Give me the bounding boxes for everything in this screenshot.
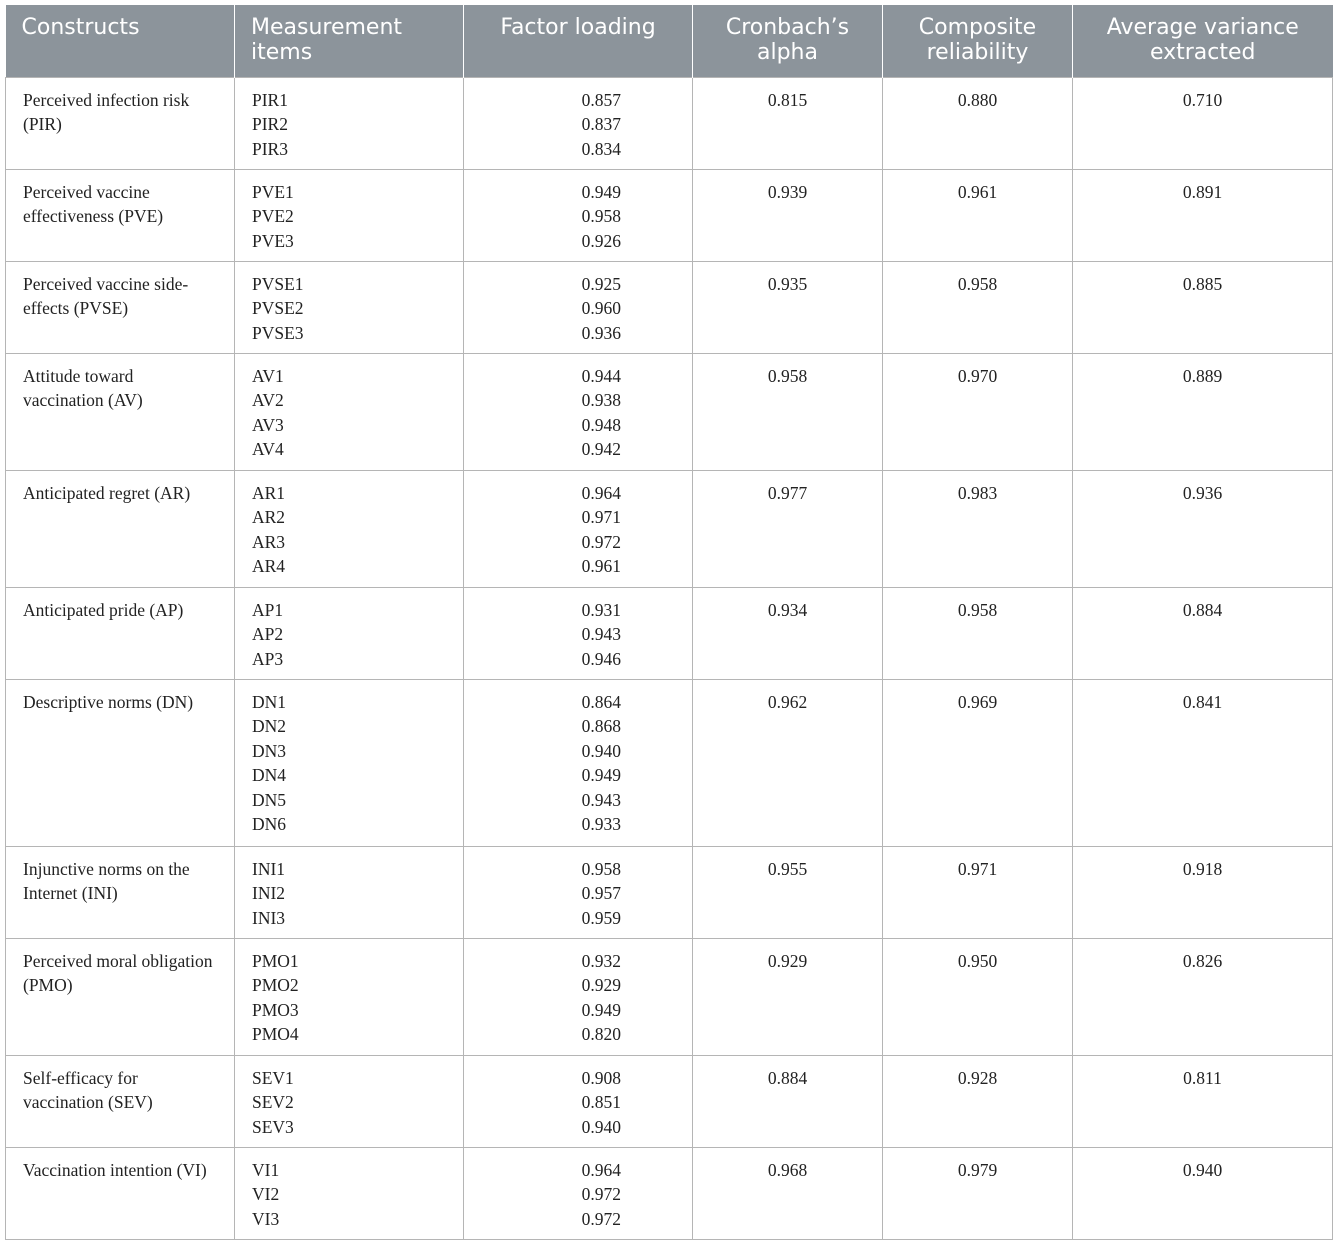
cronbachs-alpha-cell: 0.934 [693,587,883,679]
measurement-item: PVSE2 [252,298,304,318]
composite-reliability-cell: 0.880 [883,77,1073,169]
header-composite-reliability: Composite reliability [883,5,1073,77]
composite-reliability-cell: 0.969 [883,679,1073,846]
table-row [6,587,1333,679]
cronbachs-alpha-cell: 0.968 [693,1147,883,1239]
factor-loading-value: 0.971 [581,507,621,527]
cronbachs-alpha-cell: 0.884 [693,1055,883,1147]
ave-cell: 0.811 [1073,1055,1333,1147]
ave-cell: 0.841 [1073,679,1333,846]
measurement-item: PMO2 [252,975,299,995]
measurement-item: SEV3 [252,1116,294,1137]
measurement-items-cell [235,470,464,587]
factor-loading-list [571,598,621,672]
factor-loading-list [571,1158,621,1232]
factor-loading-value: 0.868 [581,716,621,736]
table-row [6,169,1333,261]
factor-loading-value: 0.943 [581,789,621,810]
composite-reliability-cell: 0.950 [883,938,1073,1055]
factor-loading-value: 0.949 [581,181,621,202]
factor-loading-cell [464,587,693,679]
ave-cell: 0.940 [1073,1147,1333,1239]
measurement-items-cell [235,846,464,938]
factor-loading-list [571,690,621,837]
ave-cell: 0.889 [1073,353,1333,470]
measurement-item: SEV1 [252,1067,294,1088]
measurement-items-cell [235,77,464,169]
measurement-items-cell [235,1147,464,1239]
measurement-item: DN3 [252,740,287,761]
ave-cell: 0.885 [1073,261,1333,353]
construct-cell: Perceived infection risk (PIR) [6,77,235,169]
header-factor-loading: Factor loading [464,5,693,77]
factor-loading-value: 0.908 [581,1067,621,1088]
ave-cell: 0.710 [1073,77,1333,169]
table-body [6,77,1333,1239]
header-average-variance-extracted: Average variance extracted [1073,5,1333,77]
factor-loading-value: 0.972 [581,1184,621,1204]
measurement-items-cell [235,1055,464,1147]
measurement-item: PIR3 [252,138,288,159]
factor-loading-value: 0.925 [581,273,621,294]
measurement-item: VI3 [252,1208,280,1229]
header-measurement-items: Measurement items [235,5,464,77]
factor-loading-cell [464,1055,693,1147]
ave-cell: 0.918 [1073,846,1333,938]
measurement-item: PVSE1 [252,273,304,294]
header-cronbachs-alpha: Cronbach’s alpha [693,5,883,77]
measurement-item: DN4 [252,765,287,785]
measurement-items-cell [235,169,464,261]
factor-loading-value: 0.964 [581,482,621,503]
measurement-item: PVE3 [252,230,294,251]
measurement-item: PMO3 [252,999,299,1020]
measurement-items-cell [235,938,464,1055]
factor-loading-list [571,481,621,579]
factor-loading-value: 0.959 [581,907,621,928]
measurement-item: VI1 [252,1159,280,1180]
factor-loading-value: 0.972 [581,1208,621,1229]
factor-loading-value: 0.946 [581,648,621,669]
header-row [6,5,1333,77]
measurement-item: SEV2 [252,1092,294,1112]
factor-loading-value: 0.940 [581,740,621,761]
factor-loading-value: 0.820 [581,1024,621,1044]
factor-loading-value: 0.960 [581,298,621,318]
factor-loading-value: 0.932 [581,950,621,971]
measurement-item: AP1 [252,599,284,620]
factor-loading-value: 0.926 [581,230,621,251]
cronbachs-alpha-cell: 0.939 [693,169,883,261]
factor-loading-value: 0.864 [581,691,621,712]
reliability-table [5,5,1333,1240]
cronbachs-alpha-cell: 0.977 [693,470,883,587]
cronbachs-alpha-cell: 0.815 [693,77,883,169]
factor-loading-value: 0.857 [581,89,621,110]
factor-loading-value: 0.837 [581,114,621,134]
measurement-item: VI2 [252,1184,280,1204]
measurement-item: AR4 [252,556,286,576]
construct-cell: Attitude toward vaccination (AV) [6,353,235,470]
cronbachs-alpha-cell: 0.955 [693,846,883,938]
measurement-item: PMO4 [252,1024,299,1044]
factor-loading-list [571,88,621,162]
factor-loading-value: 0.958 [581,206,621,226]
factor-loading-value: 0.938 [581,390,621,410]
measurement-item: AP2 [252,624,284,644]
factor-loading-cell [464,169,693,261]
table-row [6,846,1333,938]
construct-cell: Self-efficacy for vaccination (SEV) [6,1055,235,1147]
construct-cell: Perceived vaccine side-effects (PVSE) [6,261,235,353]
factor-loading-cell [464,77,693,169]
measurement-item: AR3 [252,531,286,552]
factor-loading-value: 0.949 [581,999,621,1020]
factor-loading-value: 0.931 [581,599,621,620]
factor-loading-value: 0.957 [581,883,621,903]
factor-loading-value: 0.834 [581,138,621,159]
construct-cell: Perceived moral obligation (PMO) [6,938,235,1055]
factor-loading-list [571,1066,621,1140]
factor-loading-cell [464,470,693,587]
measurement-items-cell [235,679,464,846]
measurement-item: PIR1 [252,89,288,110]
factor-loading-list [571,857,621,931]
measurement-item: PVE1 [252,181,294,202]
measurement-item: DN2 [252,716,287,736]
construct-cell: Vaccination intention (VI) [6,1147,235,1239]
composite-reliability-cell: 0.958 [883,587,1073,679]
construct-cell: Anticipated pride (AP) [6,587,235,679]
composite-reliability-cell: 0.958 [883,261,1073,353]
measurement-item: PVSE3 [252,322,304,343]
construct-cell: Anticipated regret (AR) [6,470,235,587]
factor-loading-value: 0.949 [581,765,621,785]
measurement-item: INI1 [252,858,286,879]
measurement-item: DN1 [252,691,287,712]
cronbachs-alpha-cell: 0.958 [693,353,883,470]
cronbachs-alpha-cell: 0.929 [693,938,883,1055]
measurement-item: PMO1 [252,950,299,971]
factor-loading-value: 0.942 [581,439,621,459]
measurement-items-cell [235,587,464,679]
factor-loading-list [571,180,621,254]
composite-reliability-cell: 0.979 [883,1147,1073,1239]
factor-loading-value: 0.961 [581,556,621,576]
construct-cell: Perceived vaccine effectiveness (PVE) [6,169,235,261]
table-row [6,261,1333,353]
ave-cell: 0.884 [1073,587,1333,679]
factor-loading-list [571,272,621,346]
factor-loading-value: 0.940 [581,1116,621,1137]
factor-loading-value: 0.929 [581,975,621,995]
construct-cell: Injunctive norms on the Internet (INI) [6,846,235,938]
table-row [6,77,1333,169]
measurement-item: AV2 [252,390,284,410]
composite-reliability-cell: 0.971 [883,846,1073,938]
factor-loading-cell [464,261,693,353]
measurement-item: AV4 [252,439,284,459]
table-row [6,1147,1333,1239]
factor-loading-value: 0.936 [581,322,621,343]
measurement-item: DN6 [252,814,287,834]
measurement-item: AV3 [252,414,284,435]
construct-cell: Descriptive norms (DN) [6,679,235,846]
measurement-items-cell [235,261,464,353]
factor-loading-value: 0.964 [581,1159,621,1180]
factor-loading-list [571,364,621,462]
measurement-item: INI2 [252,883,286,903]
factor-loading-list [571,949,621,1047]
factor-loading-cell [464,938,693,1055]
table-row [6,353,1333,470]
factor-loading-value: 0.933 [581,814,621,834]
measurement-item: INI3 [252,907,286,928]
ave-cell: 0.936 [1073,470,1333,587]
composite-reliability-cell: 0.928 [883,1055,1073,1147]
factor-loading-cell [464,679,693,846]
composite-reliability-cell: 0.961 [883,169,1073,261]
table-row [6,938,1333,1055]
table-header [6,5,1333,77]
table-row [6,679,1333,846]
measurement-item: AR2 [252,507,286,527]
table-row [6,470,1333,587]
composite-reliability-cell: 0.983 [883,470,1073,587]
ave-cell: 0.891 [1073,169,1333,261]
factor-loading-value: 0.944 [581,365,621,386]
measurement-item: AR1 [252,482,286,503]
factor-loading-cell [464,353,693,470]
cronbachs-alpha-cell: 0.935 [693,261,883,353]
measurement-item: DN5 [252,789,287,810]
composite-reliability-cell: 0.970 [883,353,1073,470]
measurement-item: AV1 [252,365,284,386]
factor-loading-cell [464,846,693,938]
table-row [6,1055,1333,1147]
factor-loading-value: 0.958 [581,858,621,879]
factor-loading-value: 0.972 [581,531,621,552]
header-constructs: Constructs [6,5,235,77]
measurement-item: AP3 [252,648,284,669]
measurement-items-cell [235,353,464,470]
factor-loading-value: 0.948 [581,414,621,435]
factor-loading-value: 0.851 [581,1092,621,1112]
factor-loading-cell [464,1147,693,1239]
measurement-item: PVE2 [252,206,294,226]
measurement-item: PIR2 [252,114,288,134]
cronbachs-alpha-cell: 0.962 [693,679,883,846]
factor-loading-value: 0.943 [581,624,621,644]
ave-cell: 0.826 [1073,938,1333,1055]
